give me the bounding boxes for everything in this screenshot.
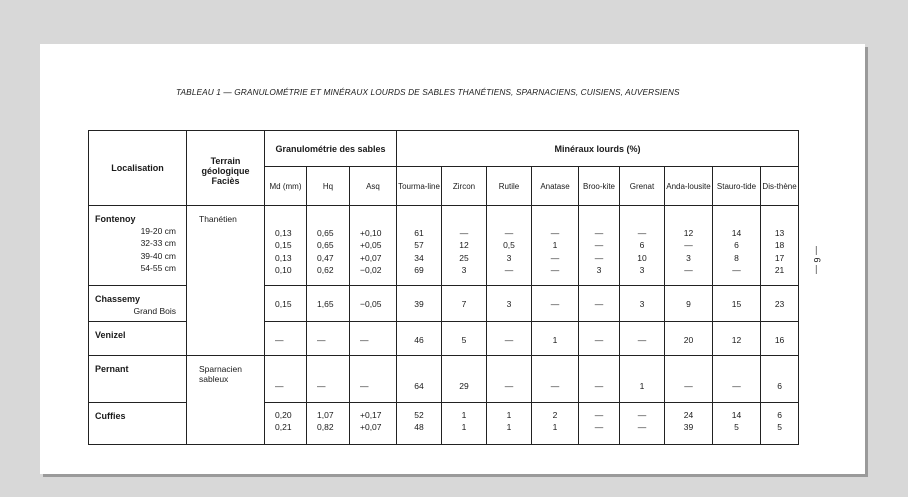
column-header: Dis-thène	[761, 167, 799, 206]
disthene-cell	[761, 403, 799, 445]
value: 39	[414, 299, 424, 309]
value: —	[504, 381, 514, 391]
value: 12	[731, 335, 742, 345]
value: —	[504, 335, 514, 345]
value: 14	[731, 228, 742, 238]
value: 3	[686, 252, 691, 263]
value: 18	[774, 240, 785, 251]
localisation-cell	[89, 356, 187, 403]
anatase-cell	[532, 322, 579, 356]
column-header: Rutile	[487, 167, 532, 206]
sample-depth: 54-55 cm	[140, 262, 176, 273]
localisation-cell	[89, 322, 187, 356]
value: —	[637, 422, 647, 433]
grenat-cell	[620, 322, 665, 356]
zircon-cell	[442, 403, 487, 445]
andalousite-cell	[665, 356, 713, 403]
value: 6	[777, 410, 782, 420]
value: —	[594, 240, 604, 251]
table-row	[89, 356, 799, 403]
value: 0,10	[275, 264, 292, 275]
column-header: Stauro-tide	[713, 167, 761, 206]
value: 57	[414, 240, 424, 251]
value: 3	[639, 299, 645, 309]
value: —	[594, 252, 604, 263]
value: 14	[731, 410, 742, 420]
header-granulometrie: Granulométrie des sables	[265, 131, 397, 167]
site-name: Fontenoy	[95, 214, 136, 224]
brookite-cell	[579, 356, 620, 403]
value: 0,65	[317, 228, 334, 238]
hq-cell	[307, 403, 350, 445]
value: 6	[639, 240, 645, 251]
rutile-cell	[487, 206, 532, 286]
sample-depth: Grand Bois	[133, 306, 176, 316]
value: 6	[777, 381, 782, 391]
value: 0,20	[275, 410, 292, 420]
hq-cell	[307, 206, 350, 286]
value: 52	[414, 410, 424, 420]
header-localisation: Localisation	[89, 131, 187, 206]
staurotide-cell	[713, 206, 761, 286]
value: 2	[552, 410, 558, 420]
value: 23	[774, 299, 785, 309]
value: 0,5	[503, 240, 515, 251]
value: 17	[774, 252, 785, 263]
value: 3	[596, 264, 602, 275]
value: 7	[461, 299, 467, 309]
value: +0,17	[360, 410, 382, 420]
value: —	[594, 299, 604, 309]
md-cell	[265, 206, 307, 286]
value: —	[637, 410, 647, 420]
value: 5	[777, 422, 782, 433]
header-terrain: Terrain géologique Faciès	[187, 131, 265, 206]
site-name: Chassemy	[95, 294, 141, 304]
value: —	[637, 228, 647, 238]
localisation-cell	[89, 403, 187, 445]
value: —	[317, 335, 326, 345]
andalousite-cell	[665, 403, 713, 445]
table-row	[89, 206, 799, 286]
site-name: Cuffies	[95, 411, 126, 421]
anatase-cell	[532, 206, 579, 286]
column-header: Asq	[350, 167, 397, 206]
value: 39	[683, 422, 694, 433]
zircon-cell	[442, 206, 487, 286]
column-header: Tourma-line	[397, 167, 442, 206]
value: —	[459, 228, 469, 238]
value: 3	[506, 252, 512, 263]
value: −0,02	[360, 264, 382, 275]
value: 1	[552, 422, 558, 433]
document-page	[40, 44, 865, 474]
rutile-cell	[487, 286, 532, 322]
zircon-cell	[442, 286, 487, 322]
value: —	[317, 381, 326, 391]
staurotide-cell	[713, 356, 761, 403]
md-cell	[265, 403, 307, 445]
rutile-cell	[487, 356, 532, 403]
column-header: Broo-kite	[579, 167, 620, 206]
value: 0,47	[317, 252, 334, 263]
value: 0,13	[275, 228, 292, 238]
site-name: Pernant	[95, 364, 129, 374]
disthene-cell	[761, 286, 799, 322]
column-header: Grenat	[620, 167, 665, 206]
value: 64	[414, 381, 424, 391]
column-header: Zircon	[442, 167, 487, 206]
asq-cell	[350, 286, 397, 322]
rutile-cell	[487, 403, 532, 445]
staurotide-cell	[713, 322, 761, 356]
asq-cell	[350, 322, 397, 356]
value: 3	[506, 299, 512, 309]
value: —	[684, 240, 693, 251]
value: 21	[774, 264, 785, 275]
value: —	[732, 381, 741, 391]
value: —	[275, 381, 284, 391]
value: 46	[414, 335, 424, 345]
tourmaline-cell	[397, 403, 442, 445]
grenat-cell	[620, 403, 665, 445]
anatase-cell	[532, 403, 579, 445]
value: 8	[734, 252, 739, 263]
value: —	[732, 264, 741, 275]
localisation-cell	[89, 206, 187, 286]
brookite-cell	[579, 403, 620, 445]
value: 1	[506, 422, 512, 433]
value: 15	[731, 299, 742, 309]
disthene-cell	[761, 356, 799, 403]
grenat-cell	[620, 206, 665, 286]
brookite-cell	[579, 322, 620, 356]
md-cell	[265, 286, 307, 322]
page-number: — 6 —	[812, 246, 822, 275]
tourmaline-cell	[397, 206, 442, 286]
value: 12	[459, 240, 469, 251]
value: —	[594, 381, 604, 391]
table-caption: TABLEAU 1 — GRANULOMÉTRIE ET MINÉRAUX LOURDS DE SABLES THANÉTIENS, SPARNACIENS, CUISIENS, AUVERSIENS	[176, 87, 680, 97]
site-name: Venizel	[95, 330, 126, 340]
andalousite-cell	[665, 206, 713, 286]
terrain-cell: Thanétien	[187, 206, 265, 356]
value: 5	[461, 335, 467, 345]
value: —	[360, 381, 369, 391]
rutile-cell	[487, 322, 532, 356]
localisation-cell	[89, 286, 187, 322]
value: —	[594, 228, 604, 238]
value: 1,65	[317, 299, 334, 309]
md-cell	[265, 322, 307, 356]
md-cell	[265, 356, 307, 403]
header-mineraux-lourds: Minéraux lourds (%)	[397, 131, 799, 167]
tourmaline-cell	[397, 286, 442, 322]
value: 0,21	[275, 422, 292, 433]
hq-cell	[307, 356, 350, 403]
value: 12	[683, 228, 694, 238]
value: 24	[683, 410, 694, 420]
hq-cell	[307, 286, 350, 322]
value: —	[550, 264, 560, 275]
value: +0,07	[360, 422, 382, 433]
value: 0,15	[275, 299, 292, 309]
value: —	[550, 381, 560, 391]
sample-depth: 32-33 cm	[140, 238, 176, 249]
staurotide-cell	[713, 286, 761, 322]
tourmaline-cell	[397, 356, 442, 403]
anatase-cell	[532, 286, 579, 322]
value: —	[550, 252, 560, 263]
value: —	[594, 410, 604, 420]
terrain-cell: Sparnacien sableux	[187, 356, 265, 445]
column-header: Md (mm)	[265, 167, 307, 206]
value: —	[637, 335, 647, 345]
value: 20	[683, 335, 694, 345]
value: 5	[734, 422, 739, 433]
grenat-cell	[620, 286, 665, 322]
value: 1,07	[317, 410, 334, 420]
data-table	[88, 130, 799, 445]
value: 6	[734, 240, 739, 251]
value: 1	[552, 240, 558, 251]
value: 0,13	[275, 252, 292, 263]
value: 1	[461, 422, 467, 433]
asq-cell	[350, 403, 397, 445]
value: —	[684, 381, 693, 391]
value: +0,07	[360, 252, 382, 263]
tourmaline-cell	[397, 322, 442, 356]
value: 0,15	[275, 240, 292, 251]
zircon-cell	[442, 322, 487, 356]
value: 29	[459, 381, 469, 391]
value: +0,05	[360, 240, 382, 251]
column-header: Anatase	[532, 167, 579, 206]
value: —	[684, 264, 693, 275]
value: 61	[414, 228, 424, 238]
staurotide-cell	[713, 403, 761, 445]
value: —	[360, 335, 369, 345]
value: 1	[506, 410, 512, 420]
value: 10	[637, 252, 647, 263]
brookite-cell	[579, 206, 620, 286]
disthene-cell	[761, 322, 799, 356]
value: —	[504, 228, 514, 238]
value: 0,82	[317, 422, 334, 433]
disthene-cell	[761, 206, 799, 286]
brookite-cell	[579, 286, 620, 322]
sample-depth: 19-20 cm	[140, 226, 176, 236]
column-header: Anda-lousite	[665, 167, 713, 206]
value: —	[594, 335, 604, 345]
value: 1	[552, 335, 558, 345]
value: 0,62	[317, 264, 334, 275]
value: 1	[461, 410, 467, 420]
value: 34	[414, 252, 424, 263]
grenat-cell	[620, 356, 665, 403]
value: −0,05	[360, 299, 382, 309]
value: 69	[414, 264, 424, 275]
value: 13	[774, 228, 785, 238]
value: 3	[639, 264, 645, 275]
zircon-cell	[442, 356, 487, 403]
sample-depth: 39-40 cm	[140, 250, 176, 261]
andalousite-cell	[665, 286, 713, 322]
value: —	[275, 335, 284, 345]
column-header: Hq	[307, 167, 350, 206]
asq-cell	[350, 206, 397, 286]
value: 3	[461, 264, 467, 275]
value: +0,10	[360, 228, 382, 238]
value: —	[550, 228, 560, 238]
value: —	[550, 299, 560, 309]
andalousite-cell	[665, 322, 713, 356]
anatase-cell	[532, 356, 579, 403]
value: —	[504, 264, 514, 275]
asq-cell	[350, 356, 397, 403]
hq-cell	[307, 322, 350, 356]
value: 1	[639, 381, 645, 391]
value: 48	[414, 422, 424, 433]
value: 0,65	[317, 240, 334, 251]
value: —	[594, 422, 604, 433]
value: 9	[686, 299, 691, 309]
value: 25	[459, 252, 469, 263]
value: 16	[774, 335, 785, 345]
